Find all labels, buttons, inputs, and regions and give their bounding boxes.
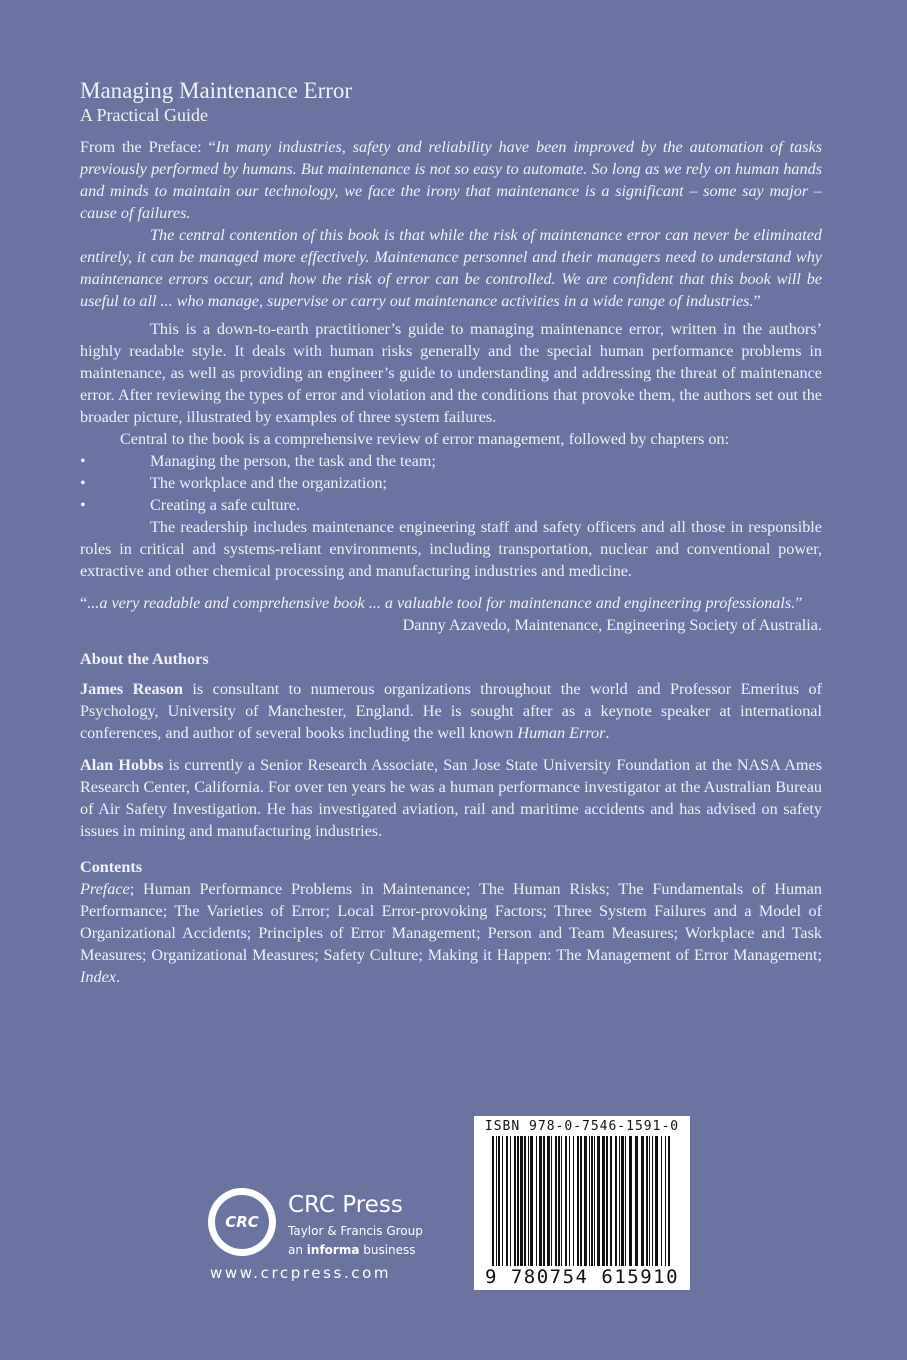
barcode-bar [661, 1136, 662, 1266]
barcode-bar [665, 1136, 666, 1266]
barcode-bar [584, 1136, 587, 1266]
author-bio-hobbs [80, 754, 822, 842]
barcode-bar [646, 1136, 648, 1266]
book-title: Managing Maintenance Error [80, 78, 353, 103]
publisher-block [208, 1188, 448, 1288]
preface-close: ” [753, 292, 761, 310]
author-name: James Reason [80, 680, 183, 698]
barcode-bar [524, 1136, 526, 1266]
author-bio-text: is consultant to numerous organizations throughout the world and Professor Emeritus of Psychology, University of Manchester, England. He is sought after as a keynote speaker at international conferences, and author of several books including the well known [80, 680, 822, 742]
barcode-bar [502, 1136, 503, 1266]
description-para-2: Central to the book is a comprehensive review of error management, followed by chapters on: [120, 430, 730, 448]
barcode-bar [615, 1136, 617, 1266]
barcode-bar [573, 1136, 574, 1266]
bullet-glyph: • [80, 496, 86, 514]
author-book-title: Human Error [517, 724, 606, 742]
barcode-bar [621, 1136, 624, 1266]
list-item [80, 494, 822, 516]
contents-end: . [115, 968, 120, 986]
barcode-bar [530, 1136, 533, 1266]
barcode-bar [577, 1136, 579, 1266]
description-para-1: This is a down-to-earth practitioner’s guide to managing maintenance error, written in the authors’ highly readable style. It deals with human risks generally and the special human performance problems in maintenance, as well as providing an engineer’s guide to understanding and addressing the threat of maintenance error. After reviewing the types of error and violation and the conditions that provoke them, the authors set out the broader picture, illustrated by examples of three system failures. [80, 320, 822, 426]
barcode-bar [619, 1136, 620, 1266]
barcode-bars-icon [492, 1136, 672, 1266]
publisher-group: Taylor & Francis Group [288, 1224, 423, 1238]
contents-middle: ; Human Performance Problems in Maintenance; The Human Risks; The Fundamentals of Human Performance; The Varieties of Error; Local Error-provoking Factors; Three System Failures and a Model of Organizational Accidents; Principles of Error Management; Person and Team Measures; Workplace and Task Measures; Organizational Measures; Safety Culture; Making it Happen: The Management of Error Management; [80, 880, 822, 964]
preface-quote-part1: In many industries, safety and reliability have been improved by the automation of tasks previously performed by humans. But maintenance is not so easy to automate. So long as we rely on human hands and minds to maintain our technology, we face the irony that maintenance is a significant – some say major – cause of failures. [80, 138, 822, 222]
barcode-bar [594, 1136, 595, 1266]
barcode-bar [514, 1136, 516, 1266]
publisher-name: CRC Press [288, 1192, 403, 1218]
author-bio-text: is currently a Senior Research Associate, San Jose State University Foundation at the NASA Ames Research Center, California. For over ten years he was a human performance investigator at the Australian Bureau of Air Safety Investigation. He has investigated aviation, rail and maritime accidents and has advised on safety issues in mining and manufacturing industries. [80, 756, 822, 840]
tagline-prefix: an [288, 1243, 307, 1257]
barcode-bar [528, 1136, 529, 1266]
barcode-bar [510, 1136, 511, 1266]
preface-quote-part2: The central contention of this book is that while the risk of maintenance error can never be eliminated entirely, it can be managed more effectively. Maintenance personnel and their managers need to understand why maintenance errors occur, and how the risk of error can be controlled. We are confident that this book will be useful to all ... who manage, supervise or carry out maintenance activities in a wide range of industries. [80, 226, 822, 310]
author-bio-end: . [605, 724, 610, 742]
barcode-bar [551, 1136, 552, 1266]
bullet-glyph: • [80, 474, 86, 492]
barcode-bar [517, 1136, 519, 1266]
crc-logo-icon [208, 1188, 276, 1256]
list-item-text: Managing the person, the task and the team; [150, 452, 436, 470]
barcode-bar [625, 1136, 626, 1266]
authors-heading: About the Authors [80, 650, 209, 668]
barcode-bar [641, 1136, 644, 1266]
review-quote [80, 592, 822, 634]
contents-first: Preface [80, 880, 130, 898]
preface-quote-2 [80, 224, 822, 312]
publisher-tagline [288, 1243, 416, 1257]
book-subtitle: A Practical Guide [80, 105, 208, 125]
review-close: ” [795, 594, 803, 612]
contents-last: Index [80, 968, 116, 986]
barcode-bar [635, 1136, 638, 1266]
author-bio-reason [80, 678, 822, 744]
barcode-bar [597, 1136, 600, 1266]
isbn-label: ISBN 978-0-7546-1591-0 [484, 1119, 680, 1134]
barcode-bar [652, 1136, 653, 1266]
review-attribution: Danny Azavedo, Maintenance, Engineering Society of Australia. [402, 616, 822, 634]
tagline-suffix: business [359, 1243, 416, 1257]
barcode-bar [569, 1136, 570, 1266]
barcode-bar [492, 1136, 494, 1266]
barcode-bar [629, 1136, 632, 1266]
list-item-text: The workplace and the organization; [150, 474, 388, 492]
barcode-bar [520, 1136, 523, 1266]
description-para-3: The readership includes maintenance engineering staff and safety officers and all those in responsible roles in critical and systems-reliant environments, including transportation, nuclear and conventional power, extractive and other chemical processing and manufacturing industries and medicine. [80, 518, 822, 580]
back-cover-text [80, 78, 822, 988]
preface-lead: From the Preface: “ [80, 138, 216, 156]
barcode-bar [496, 1136, 497, 1266]
bullet-glyph: • [80, 452, 86, 470]
list-item [80, 450, 822, 472]
barcode-bar [565, 1136, 567, 1266]
isbn-barcode [474, 1116, 690, 1290]
crc-logo-text: CRC [215, 1195, 269, 1249]
publisher-url[interactable]: www.crcpress.com [210, 1264, 392, 1282]
barcode-bar [506, 1136, 508, 1266]
author-name: Alan Hobbs [80, 756, 164, 774]
barcode-bar [655, 1136, 658, 1266]
barcode-bar [589, 1136, 590, 1266]
contents-heading: Contents [80, 858, 143, 876]
ean-number: 9 780754 615910 [484, 1266, 680, 1288]
barcode-bar [668, 1136, 670, 1266]
barcode-bar [543, 1136, 545, 1266]
barcode-bar [649, 1136, 650, 1266]
list-item [80, 472, 822, 494]
barcode-bar [498, 1136, 500, 1266]
contents-list [80, 878, 822, 988]
review-open: “ [80, 594, 88, 612]
chapter-bullet-list [80, 450, 822, 516]
barcode-bar [555, 1136, 557, 1266]
barcode-bar [580, 1136, 582, 1266]
list-item-text: Creating a safe culture. [150, 496, 301, 514]
barcode-bar [561, 1136, 562, 1266]
review-text: ...a very readable and comprehensive book ... a valuable tool for maintenance and engineering professionals. [87, 594, 796, 612]
barcode-bar [558, 1136, 560, 1266]
barcode-bar [539, 1136, 542, 1266]
barcode-bar [536, 1136, 537, 1266]
tagline-bold: informa [306, 1243, 360, 1257]
barcode-bar [591, 1136, 593, 1266]
barcode-bar [610, 1136, 612, 1266]
barcode-bar [606, 1136, 608, 1266]
barcode-bar [602, 1136, 605, 1266]
barcode-bar [547, 1136, 550, 1266]
preface-quote [80, 136, 822, 224]
